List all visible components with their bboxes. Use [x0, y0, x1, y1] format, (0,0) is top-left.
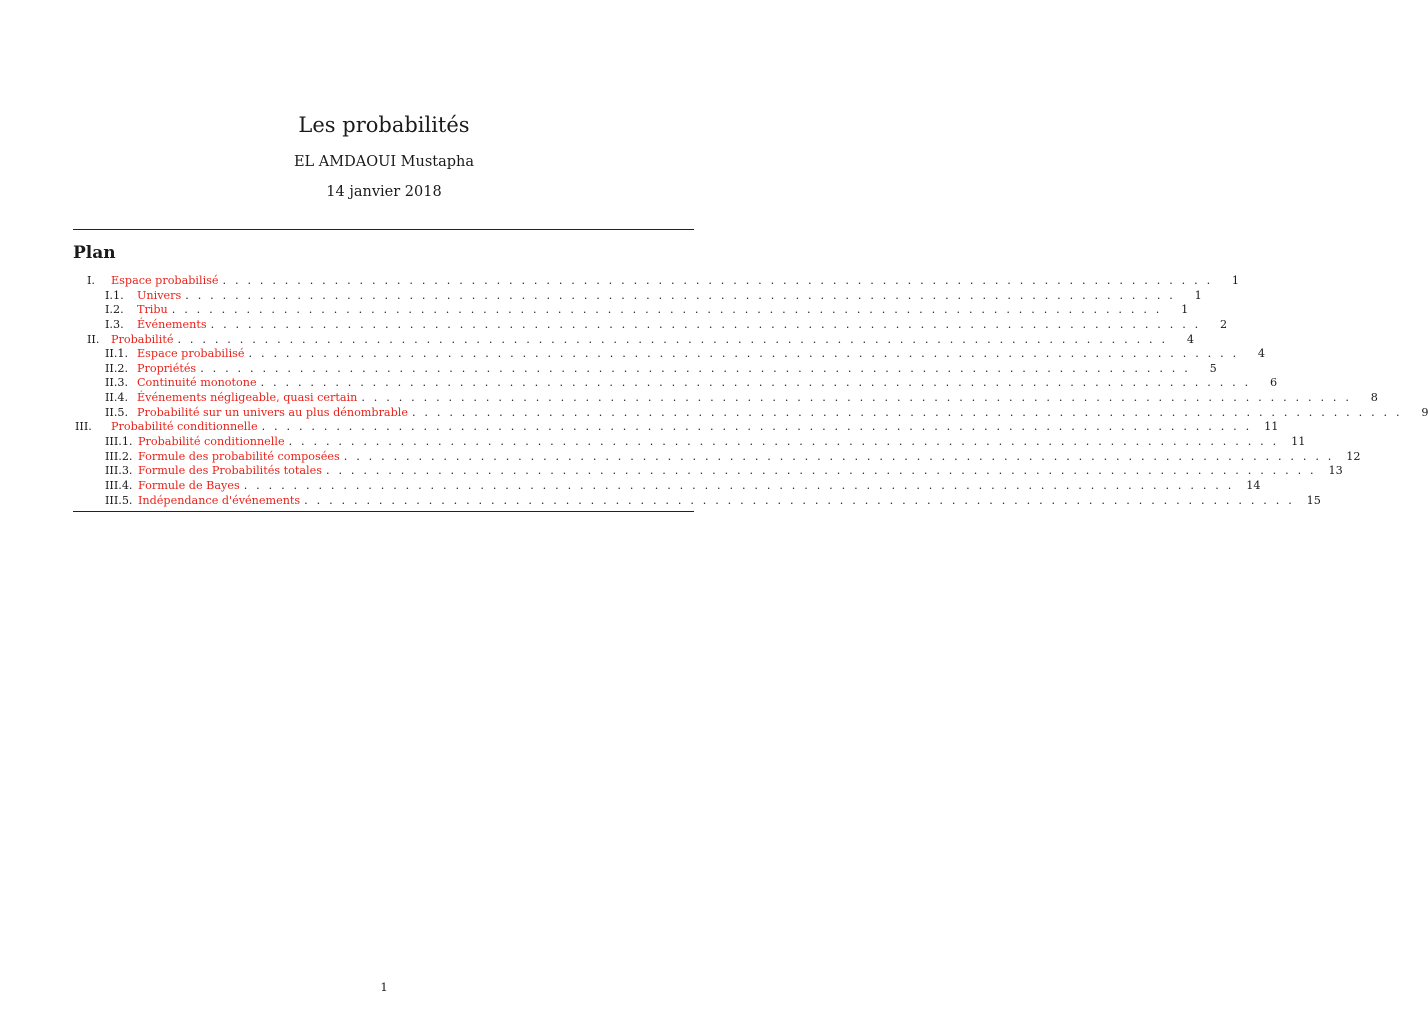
bottom-rule	[73, 511, 694, 512]
toc-page-number: 15	[1306, 493, 1321, 507]
toc-entry-III-5	[73, 493, 1321, 509]
toc-leader-dots: ................................................................................	[304, 493, 1301, 507]
toc-page-number: 13	[1328, 464, 1343, 478]
toc-leader-dots: ................................................................................	[343, 449, 1341, 463]
toc-leader-dots: ................................................................................	[177, 332, 1174, 346]
toc-number: II.5.	[105, 405, 129, 419]
toc-entry-III-4	[73, 478, 1261, 494]
toc-leader-dots: ................................................................................	[222, 274, 1220, 287]
toc-link-probabilite[interactable]: Probabilité	[111, 332, 174, 346]
toc-link-evenements[interactable]: Événements	[137, 317, 207, 331]
toc-page-number: 1	[1194, 288, 1202, 302]
toc-page-number: 5	[1209, 361, 1217, 375]
toc-page-number: 14	[1246, 478, 1261, 492]
toc-page-number: 2	[1219, 317, 1228, 331]
toc-page-number: 4	[1257, 347, 1266, 361]
toc-leader-dots: ................................................................................	[210, 317, 1208, 331]
toc-number: III.1.	[105, 435, 133, 449]
toc-entry-II-1	[73, 347, 1266, 362]
toc-link-formule-de-bayes[interactable]: Formule de Bayes	[138, 478, 240, 492]
toc-number: I.1.	[105, 288, 124, 302]
toc-leader-dots: ................................................................................	[288, 435, 1286, 449]
toc-link-independance[interactable]: Indépendance d'événements	[138, 493, 301, 507]
toc-page-number: 8	[1370, 391, 1378, 405]
toc-leader-dots: ................................................................................	[325, 464, 1323, 478]
toc-entry-I-1	[73, 288, 1202, 304]
toc-number: I.2.	[105, 303, 124, 317]
toc-number: I.3.	[105, 317, 124, 331]
toc-number: III.2.	[105, 449, 133, 463]
toc-page-number: 1	[1231, 274, 1240, 287]
toc-link-proprietes[interactable]: Propriétés	[137, 361, 197, 375]
toc-entry-II	[73, 332, 1194, 348]
toc-leader-dots: ................................................................................	[260, 376, 1258, 390]
document-title: Les probabilités	[298, 113, 470, 137]
toc-entry-III-2	[73, 449, 1361, 465]
toc-entry-III-3	[73, 464, 1343, 479]
toc-number: II.	[87, 332, 100, 346]
toc-link-probabilite-conditionnelle[interactable]: Probabilité conditionnelle	[111, 420, 258, 434]
toc-number: III.4.	[105, 478, 133, 492]
toc-number: III.3.	[105, 464, 133, 478]
toc-leader-dots: ................................................................................	[185, 288, 1182, 302]
toc-entry-II-4	[73, 391, 1378, 406]
document-author: EL AMDAOUI Mustapha	[293, 154, 475, 170]
toc-entry-III-1	[73, 435, 1306, 450]
toc-link-espace-probabilise-2[interactable]: Espace probabilisé	[137, 347, 245, 361]
toc-leader-dots: ................................................................................	[200, 361, 1197, 375]
toc-leader-dots: ................................................................................	[171, 303, 1169, 317]
document-date: 14 janvier 2018	[326, 184, 442, 200]
toc-link-probabilites-totales[interactable]: Formule des Probabilités totales	[138, 464, 322, 478]
page-number: 1	[380, 980, 388, 994]
toc-leader-dots: ................................................................................	[411, 405, 1409, 419]
toc-link-espace-probabilise[interactable]: Espace probabilisé	[111, 274, 219, 287]
table-of-contents	[73, 274, 1428, 508]
toc-link-tribu[interactable]: Tribu	[137, 303, 168, 317]
toc-entry-II-5	[73, 405, 1428, 421]
toc-entry-II-2	[73, 361, 1217, 377]
toc-link-univers-denombrable[interactable]: Probabilité sur un univers au plus dénombrable	[137, 405, 408, 419]
toc-entry-III	[73, 420, 1279, 435]
toc-link-evenements-negligeable[interactable]: Événements négligeable, quasi certain	[137, 391, 358, 405]
toc-leader-dots: ................................................................................	[361, 391, 1358, 405]
toc-entry-I-2	[73, 303, 1189, 318]
toc-entry-II-3	[73, 376, 1278, 391]
toc-leader-dots: ................................................................................	[243, 478, 1241, 492]
toc-number: II.4.	[105, 391, 129, 405]
toc-page-number: 4	[1186, 332, 1194, 346]
toc-number: III.	[75, 420, 92, 434]
toc-number: I.	[87, 274, 95, 287]
toc-leader-dots: ................................................................................	[248, 347, 1246, 361]
toc-number: II.1.	[105, 347, 129, 361]
toc-entry-I-3	[73, 317, 1228, 333]
toc-link-continuite-monotone[interactable]: Continuité monotone	[137, 376, 257, 390]
toc-number: II.3.	[105, 376, 129, 390]
toc-page-number: 6	[1269, 376, 1278, 390]
toc-page-number: 1	[1181, 303, 1189, 317]
toc-entry-I	[73, 274, 1240, 289]
toc-page-number: 11	[1291, 435, 1306, 449]
toc-page-number: 12	[1346, 449, 1361, 463]
toc-link-probabilites-composees[interactable]: Formule des probabilité composées	[138, 449, 340, 463]
toc-leader-dots: ................................................................................	[261, 420, 1259, 434]
toc-number: III.5.	[105, 493, 133, 507]
top-rule	[73, 229, 694, 230]
toc-page-number: 11	[1264, 420, 1279, 434]
toc-link-probabilite-conditionnelle-2[interactable]: Probabilité conditionnelle	[138, 435, 285, 449]
toc-link-univers[interactable]: Univers	[137, 288, 182, 302]
toc-number: II.2.	[105, 361, 129, 375]
toc-page-number: 9	[1421, 405, 1428, 419]
plan-heading: Plan	[73, 243, 116, 263]
